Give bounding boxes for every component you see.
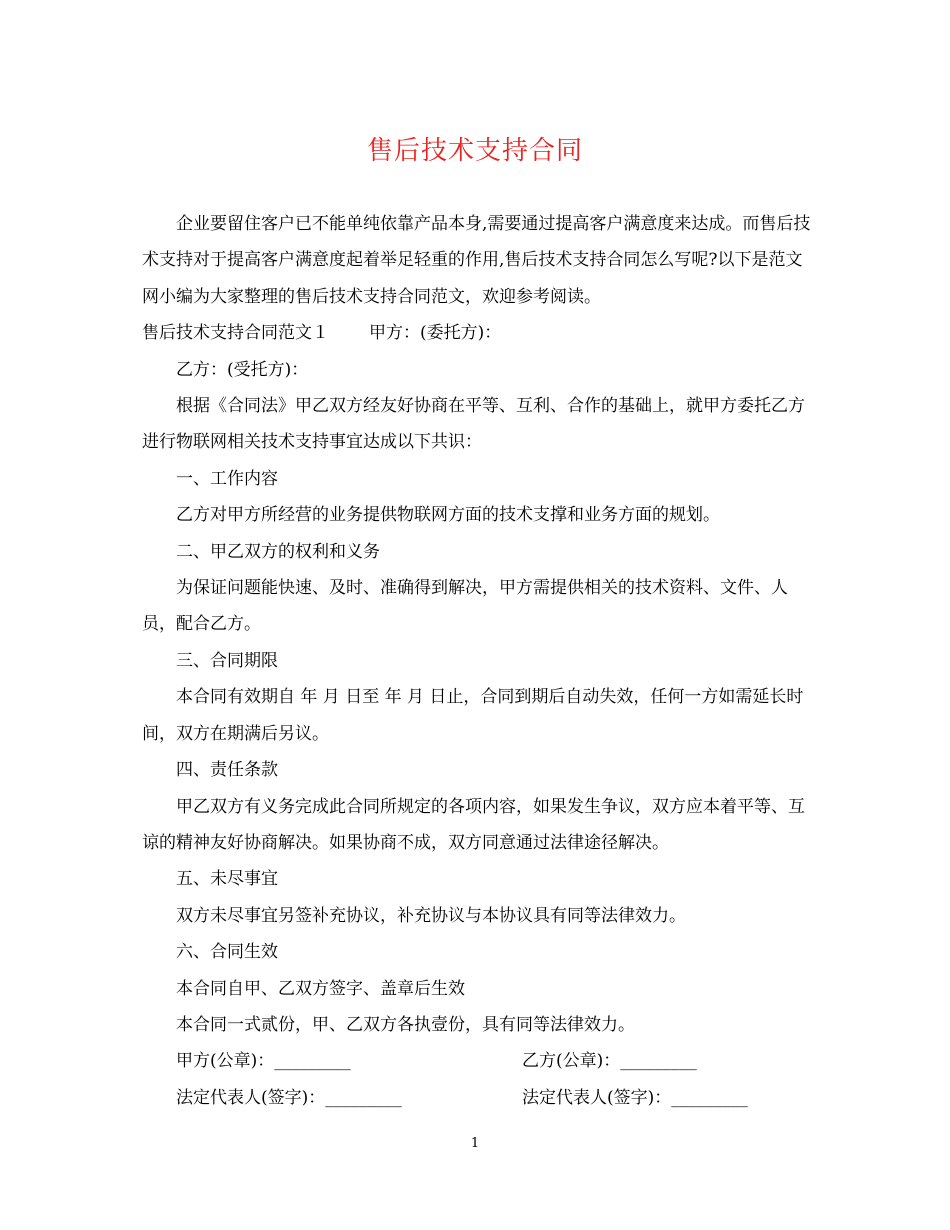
section-content: 为保证问题能快速、及时、准确得到解决，甲方需提供相关的技术资料、文件、人员，配合乙方。 [142,578,788,635]
section-heading: 五、未尽事宜 [176,869,278,890]
section-content: 甲乙双方有义务完成此合同所规定的各项内容，如果发生争议，双方应本着平等、互谅的精神友好协商解决。如果协商不成，双方同意通过法律途径解决。 [142,796,805,853]
section-heading: 三、合同期限 [176,650,278,671]
document-title: 售后技术支持合同 [366,136,583,166]
sample-title: 售后技术支持合同范文１ [142,323,329,344]
sample-heading-line [142,315,812,351]
party-b-agent: 乙方：(受托方)： [176,359,309,380]
party-b-seal-field: 乙方(公章)：_________ [522,1051,697,1072]
party-a-seal-field: 甲方(公章)：_________ [176,1051,351,1072]
section-heading: 一、工作内容 [176,468,278,489]
section-content: 双方未尽事宜另签补充协议，补充协议与本协议具有同等法律效力。 [176,905,686,926]
party-b-rep-field: 法定代表人(签字)：_________ [522,1087,748,1108]
preamble-paragraph: 根据《合同法》甲乙双方经友好协商在平等、互利、合作的基础上，就甲方委托乙方进行物联网相关技术支持事宜达成以下共识： [142,396,805,453]
document-body [142,206,812,1116]
signature-row-representative [142,1080,812,1116]
party-a-client: 甲方：(委托方)： [369,323,502,344]
section-content: 本合同自甲、乙双方签字、盖章后生效 [176,978,465,999]
signature-row-seal [142,1043,812,1079]
section-content: 乙方对甲方所经营的业务提供物联网方面的技术支撑和业务方面的规划。 [176,505,720,526]
section-heading: 四、责任条款 [176,760,278,781]
section-heading: 二、甲乙双方的权利和义务 [176,541,380,562]
intro-paragraph: 企业要留住客户已不能单纯依靠产品本身,需要通过提高客户满意度来达成。而售后技术支持对于提高客户满意度起着举足轻重的作用,售后技术支持合同怎么写呢?以下是范文网小编为大家整理的售后技术支持合同范文，欢迎参考阅读。 [142,214,811,307]
party-a-rep-field: 法定代表人(签字)：_________ [176,1087,402,1108]
section-heading: 六、合同生效 [176,942,278,963]
section-content: 本合同有效期自 年 月 日至 年 月 日止，合同到期后自动失效，任何一方如需延长时间，双方在期满后另议。 [142,687,804,744]
page-number: 1 [470,1136,480,1151]
copies-statement: 本合同一式贰份，甲、乙双方各执壹份，具有同等法律效力。 [176,1014,635,1035]
